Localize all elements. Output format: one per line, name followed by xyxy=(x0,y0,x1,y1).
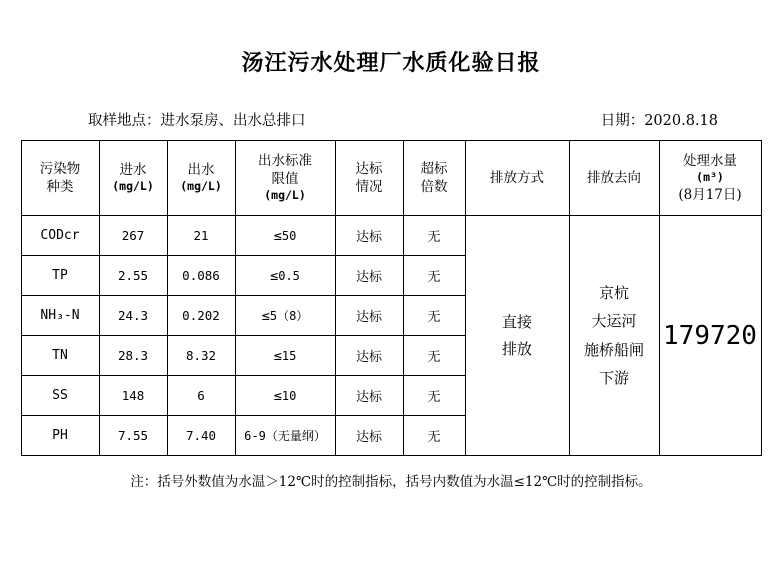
cell-compliance: 达标 xyxy=(335,296,403,336)
cell-influent: 2.55 xyxy=(99,256,167,296)
header-standard-unit: (mg/L) xyxy=(264,188,306,203)
cell-standard-limit xyxy=(235,296,335,336)
cell-influent: 24.3 xyxy=(99,296,167,336)
report-date: 日期：2020.8.18 xyxy=(600,113,718,129)
header-pollutant-line1: 污染物 xyxy=(39,160,81,177)
header-volume-unit: (m³) xyxy=(696,170,724,185)
cell-compliance: 达标 xyxy=(335,416,403,456)
cell-pollutant-name: TN xyxy=(21,336,99,376)
header-influent-unit: (mg/L) xyxy=(112,179,154,194)
cell-standard-limit xyxy=(235,336,335,376)
cell-effluent: 21 xyxy=(167,216,235,256)
discharge-mode-line1: 直接 xyxy=(501,312,532,331)
limit-value: 50 xyxy=(281,228,297,243)
limit-value: 6-9（无量纲） xyxy=(244,429,326,443)
header-effluent-unit: (mg/L) xyxy=(180,179,222,194)
cell-effluent: 6 xyxy=(167,376,235,416)
limit-value: 5（8） xyxy=(269,309,309,323)
limit-value: 0.5 xyxy=(278,268,300,283)
cell-influent: 28.3 xyxy=(99,336,167,376)
cell-compliance: 达标 xyxy=(335,336,403,376)
discharge-dest-line4: 下游 xyxy=(598,369,629,387)
table-header-row xyxy=(21,141,761,216)
cell-effluent: 0.086 xyxy=(167,256,235,296)
discharge-dest-line2: 大运河 xyxy=(591,312,637,330)
limit-symbol: ≤ xyxy=(273,227,282,244)
cell-standard-limit xyxy=(235,216,335,256)
footnote: 注：括号外数值为水温＞12℃时的控制指标，括号内数值为水温≤12℃时的控制指标。 xyxy=(130,474,652,490)
header-discharge-mode: 排放方式 xyxy=(465,141,569,216)
limit-symbol: ≤ xyxy=(273,387,282,404)
cell-exceed: 无 xyxy=(403,336,465,376)
cell-pollutant-name: PH xyxy=(21,416,99,456)
meta-row xyxy=(88,109,748,130)
header-exceed-factor xyxy=(403,141,465,216)
header-standard-line2: 限值 xyxy=(271,171,299,188)
cell-exceed: 无 xyxy=(403,376,465,416)
cell-compliance: 达标 xyxy=(335,216,403,256)
discharge-dest-line3: 施桥船闸 xyxy=(583,340,644,359)
water-quality-table xyxy=(21,140,762,456)
header-influent xyxy=(99,141,167,216)
cell-exceed: 无 xyxy=(403,216,465,256)
cell-effluent: 8.32 xyxy=(167,336,235,376)
cell-exceed: 无 xyxy=(403,256,465,296)
cell-standard-limit xyxy=(235,256,335,296)
header-effluent-label: 出水 xyxy=(187,162,215,179)
header-pollutant-line2: 种类 xyxy=(46,179,74,195)
discharge-mode-line2: 排放 xyxy=(501,339,532,358)
cell-discharge-destination xyxy=(569,216,659,456)
header-standard-limit xyxy=(235,141,335,216)
cell-discharge-mode xyxy=(465,216,569,456)
limit-value: 15 xyxy=(281,348,297,363)
cell-exceed: 无 xyxy=(403,416,465,456)
cell-compliance: 达标 xyxy=(335,256,403,296)
cell-pollutant-name: SS xyxy=(21,376,99,416)
limit-symbol: ≤ xyxy=(261,308,270,324)
cell-exceed: 无 xyxy=(403,296,465,336)
header-volume-line1: 处理水量 xyxy=(683,153,737,170)
sampling-location: 取样地点：进水泵房、出水总排口 xyxy=(88,113,306,129)
cell-influent: 267 xyxy=(99,216,167,256)
limit-value: 10 xyxy=(281,388,297,403)
cell-standard-limit xyxy=(235,376,335,416)
page-title: 汤汪污水处理厂水质化验日报 xyxy=(241,50,541,76)
header-compliance xyxy=(335,141,403,216)
header-treated-volume xyxy=(659,141,761,216)
header-discharge-destination: 排放去向 xyxy=(569,141,659,216)
table-row xyxy=(21,216,761,256)
header-exceed-line1: 超标 xyxy=(420,160,448,177)
cell-effluent: 0.202 xyxy=(167,296,235,336)
cell-treated-volume: 179720 xyxy=(659,216,761,456)
cell-influent: 7.55 xyxy=(99,416,167,456)
limit-symbol: ≤ xyxy=(273,347,282,364)
header-standard-line1: 出水标准 xyxy=(258,153,312,170)
cell-pollutant-name: NH₃-N xyxy=(21,296,99,336)
header-exceed-line2: 倍数 xyxy=(420,179,448,195)
report-page xyxy=(0,46,782,579)
cell-pollutant-name: TP xyxy=(21,256,99,296)
header-influent-label: 进水 xyxy=(119,162,147,179)
header-pollutant xyxy=(21,141,99,216)
cell-pollutant-name: CODcr xyxy=(21,216,99,256)
discharge-dest-line1: 京杭 xyxy=(598,283,629,302)
cell-effluent: 7.40 xyxy=(167,416,235,456)
cell-compliance: 达标 xyxy=(335,376,403,416)
header-compliance-line2: 情况 xyxy=(355,179,383,195)
cell-standard-limit xyxy=(235,416,335,456)
header-compliance-line1: 达标 xyxy=(355,160,383,177)
cell-influent: 148 xyxy=(99,376,167,416)
header-effluent xyxy=(167,141,235,216)
header-volume-date: (8月17日) xyxy=(678,186,742,203)
limit-symbol: ≤ xyxy=(270,267,279,284)
